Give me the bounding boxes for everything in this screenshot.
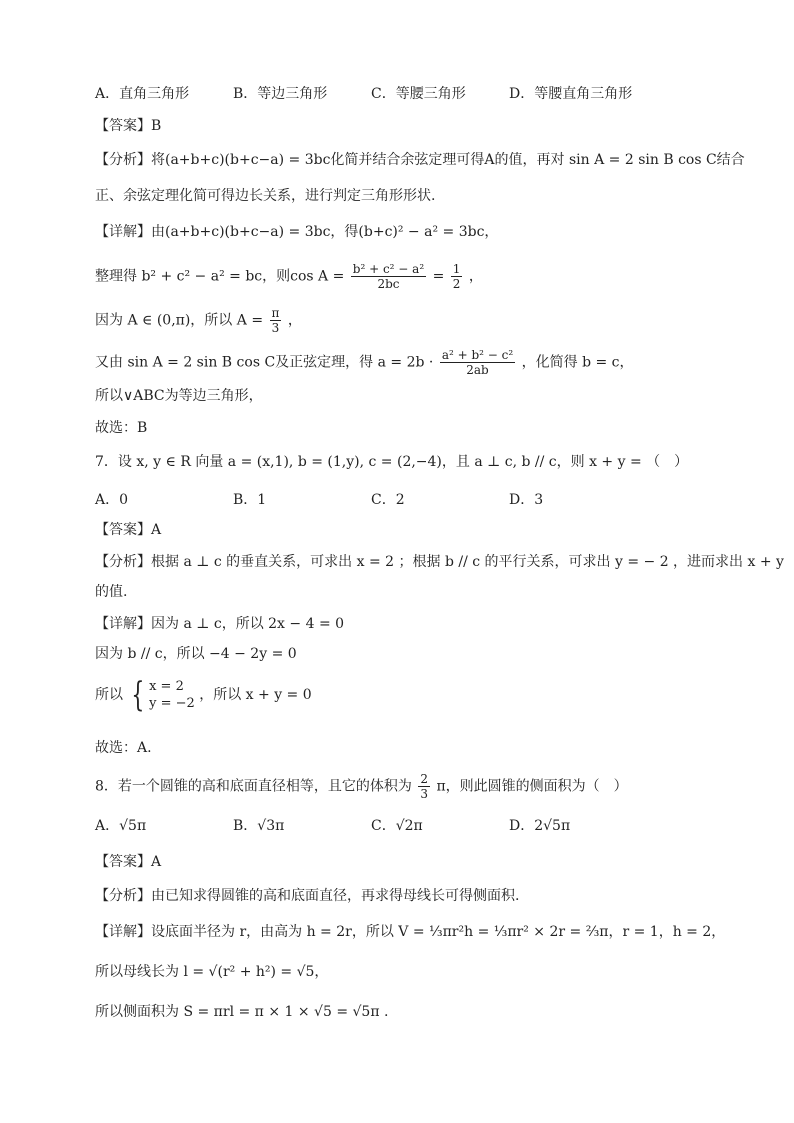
q6-choose: 故选：B [95,420,148,436]
q6-detail-line1 [95,222,734,242]
numerator: 2 [420,772,428,786]
q8-detail-line1 [95,922,734,942]
q6-detail-line4 [95,348,734,377]
detail-text: 整理得 b² + c² − a² = bc，则cos A = [95,268,345,285]
analysis-text: 将(a+b+c)(b+c−a) = 3bc化简并结合余弦定理可得A的值，再对 sin A = 2 sin B cos C结合 [151,152,745,168]
fraction [270,306,282,335]
q6-option-d: D．等腰直角三角形 [509,86,633,102]
q8-option-d: D．2√5π [509,818,571,834]
denominator: 3 [420,787,428,801]
q8-options [95,816,734,836]
q6-detail-line2 [95,262,734,291]
analysis-label: 【分析】 [95,152,151,168]
answer-label: 【答案】 [95,522,151,538]
analysis-label: 【分析】 [95,888,151,904]
q8-detail-line2: 所以母线长为 l = √(r² + h²) = √5， [95,964,329,980]
denominator: 2ab [466,363,489,377]
q6-detail-line5: 所以∨ABC为等边三角形， [95,388,263,404]
detail-text: 因为 a ⊥ c，所以 2x − 4 = 0 [151,616,345,632]
numerator: 1 [452,262,461,276]
stem-text: 8．若一个圆锥的高和底面直径相等，且它的体积为 [95,778,412,795]
answer-label: 【答案】 [95,854,151,870]
detail-label: 【详解】 [95,616,151,632]
q6-options [95,84,734,104]
numerator: b² + c² − a² [352,262,425,276]
detail-text: 又由 sin A = 2 sin B cos C及正弦定理，得 a = 2b · [95,354,434,371]
detail-text: 设底面半径为 r，由高为 h = 2r，所以 V = ⅓πr²h = ⅓πr² × 2r = ⅔π，r = 1，h = 2， [151,924,726,940]
analysis-text: 根据 a ⊥ c 的垂直关系，可求出 x = 2 ；根据 b // c 的平行关系，可求出 y = − 2 ，进而求出 x + y [151,554,784,570]
detail-text: ，所以 x + y = 0 [199,687,312,703]
q6-option-c: C．等腰三角形 [371,86,466,102]
detail-text: ，化简得 b = c， [521,354,634,371]
q8-answer [95,852,734,872]
q7-option-c: C．2 [371,492,405,508]
brace-icon: { [131,675,145,715]
q7-detail-line2: 因为 b // c，所以 −4 − 2y = 0 [95,646,297,662]
answer-value: A [151,854,162,870]
q7-analysis-line1 [95,552,784,572]
analysis-label: 【分析】 [95,554,151,570]
equation-row: y = −2 [149,696,195,711]
equals: = [432,268,445,285]
answer-value: B [151,118,162,134]
q6-option-b: B．等边三角形 [233,86,328,102]
q6-analysis-line1 [95,150,745,170]
analysis-text: 由已知求得圆锥的高和底面直径，再求得母线长可得侧面积. [151,888,520,904]
numerator: a² + b² − c² [441,348,514,362]
denominator: 2bc [377,277,400,291]
q7-option-a: A．0 [95,492,129,508]
q7-stem: 7．设 x, y ∈ R 向量 a = (x,1), b = (1,y), c = (2,−4)，且 a ⊥ c, b // c，则 x + y = （ ） [95,454,689,470]
answer-value: A [151,522,162,538]
q6-detail-line3 [95,306,734,335]
q6-analysis-line2: 正、余弦定理化简可得边长关系，进行判定三角形形状. [95,188,436,204]
q8-detail-line3: 所以侧面积为 S = πrl = π × 1 × √5 = √5π . [95,1004,389,1020]
q7-detail-line3 [95,675,734,715]
q8-stem [95,772,734,801]
detail-label: 【详解】 [95,924,151,940]
q8-analysis [95,886,734,906]
numerator: π [271,306,280,320]
q7-detail-line1 [95,614,734,634]
punctuation: ， [287,312,302,329]
punctuation: ， [468,268,483,285]
detail-text: 因为 A ∈ (0,π)，所以 A = [95,312,264,329]
detail-label: 【详解】 [95,224,151,240]
q8-option-c: C．√2π [371,818,423,834]
q8-option-a: A．√5π [95,818,147,834]
fraction [440,348,515,377]
q7-answer [95,520,734,540]
fraction [351,262,426,291]
q8-option-b: B．√3π [233,818,285,834]
q7-option-d: D．3 [509,492,544,508]
q7-choose: 故选：A. [95,740,152,756]
equation-system [127,675,195,715]
denominator: 3 [271,321,280,335]
detail-text: 所以 [95,687,123,703]
stem-text: π，则此圆锥的侧面积为（ ） [436,778,628,795]
detail-text: 由(a+b+c)(b+c−a) = 3bc，得(b+c)² − a² = 3bc， [151,224,499,240]
q7-option-b: B．1 [233,492,267,508]
denominator: 2 [452,277,461,291]
answer-label: 【答案】 [95,118,151,134]
q6-answer [95,116,734,136]
q7-analysis-line2: 的值. [95,584,128,600]
fraction [451,262,463,291]
q6-option-a: A．直角三角形 [95,86,190,102]
fraction [418,772,430,801]
q7-options [95,490,734,510]
equation-row: x = 2 [149,679,184,694]
